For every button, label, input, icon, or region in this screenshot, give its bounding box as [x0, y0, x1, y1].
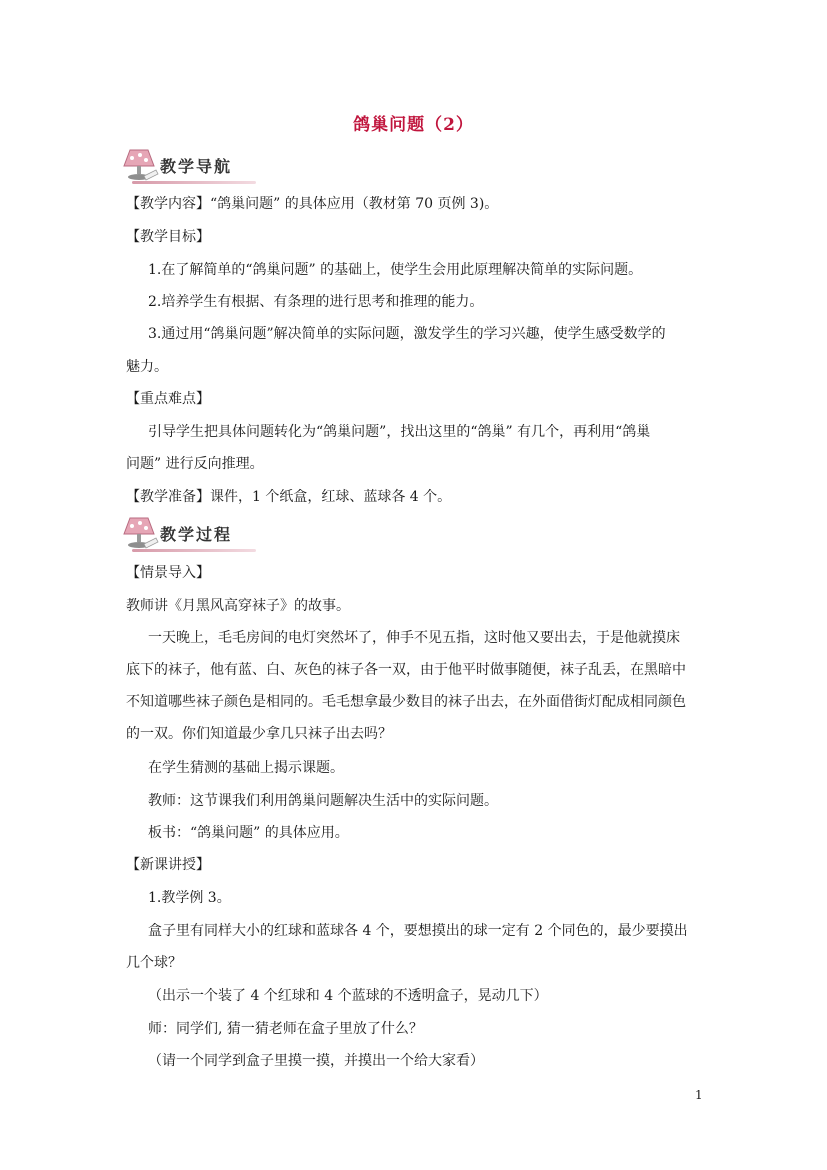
paragraph-line: 师：同学们, 猜一猜老师在盒子里放了什么？ [148, 1021, 423, 1037]
paragraph-line: 的一双。你们知道最少拿几只袜子出去吗？ [126, 726, 392, 742]
section-header-guide [120, 146, 260, 186]
paragraph-line: 盒子里有同样大小的红球和蓝球各 4 个，要想摸出的球一定有 2 个同色的，最少要摸出 [148, 923, 688, 939]
paragraph-line: 魅力。 [126, 359, 168, 375]
section-label-guide: 教学导航 [160, 157, 233, 176]
paragraph-line: 1.教学例 3。 [148, 890, 231, 906]
paragraph-line: 3.通过用“鸽巢问题”解决简单的实际问题，激发学生的学习兴趣，使学生感受数学的 [148, 326, 666, 342]
paragraph-line: 【教学目标】 [126, 229, 210, 245]
paragraph-line: 【情景导入】 [126, 565, 210, 581]
section-label-process: 教学过程 [160, 525, 233, 544]
paragraph-line: 板书：“鸽巢问题” 的具体应用。 [148, 825, 349, 841]
paragraph-line: 几个球？ [126, 955, 182, 971]
paragraph-line: 一天晚上，毛毛房间的电灯突然坏了，伸手不见五指，这时他又要出去，于是他就摸床 [148, 630, 680, 646]
paragraph-line: 教师讲《月黑风高穿袜子》的故事。 [126, 598, 350, 614]
section-underline [132, 181, 256, 184]
paragraph-line: 【重点难点】 [126, 391, 210, 407]
paragraph-line: 1.在了解简单的“鸽巢问题” 的基础上，使学生会用此原理解决简单的实际问题。 [148, 262, 643, 278]
page-number: 1 [695, 1088, 703, 1102]
paragraph-line: 【教学准备】课件，1 个纸盒，红球、蓝球各 4 个。 [126, 489, 452, 505]
paragraph-line: 【新课讲授】 [126, 857, 210, 873]
paragraph-line: 教师：这节课我们利用鸽巢问题解决生活中的实际问题。 [148, 793, 498, 809]
paragraph-line: 底下的袜子，他有蓝、白、灰色的袜子各一双，由于他平时做事随便，袜子乱丢，在黑暗中 [126, 662, 686, 678]
paragraph-line: 2.培养学生有根据、有条理的进行思考和推理的能力。 [148, 294, 484, 310]
paragraph-line: 问题” 进行反向推理。 [126, 456, 264, 472]
section-header-process [120, 514, 260, 554]
document-title: 鸽巢问题（2） [353, 115, 474, 135]
paragraph-line: 引导学生把具体问题转化为“鸽巢问题”，找出这里的“鸽巢” 有几个，再利用“鸽巢 [148, 424, 651, 440]
section-underline [132, 549, 256, 552]
lamp-icon [120, 514, 160, 554]
paragraph-line: 【教学内容】“鸽巢问题” 的具体应用（教材第 70 页例 3)。 [126, 196, 499, 212]
paragraph-line: （出示一个装了 4 个红球和 4 个蓝球的不透明盒子，晃动几下） [148, 988, 548, 1004]
paragraph-line: （请一个同学到盒子里摸一摸，并摸出一个给大家看） [148, 1053, 484, 1069]
paragraph-line: 在学生猜测的基础上揭示课题。 [148, 760, 344, 776]
lamp-icon [120, 146, 160, 186]
paragraph-line: 不知道哪些袜子颜色是相同的。毛毛想拿最少数目的袜子出去，在外面借街灯配成相同颜色 [126, 694, 686, 710]
